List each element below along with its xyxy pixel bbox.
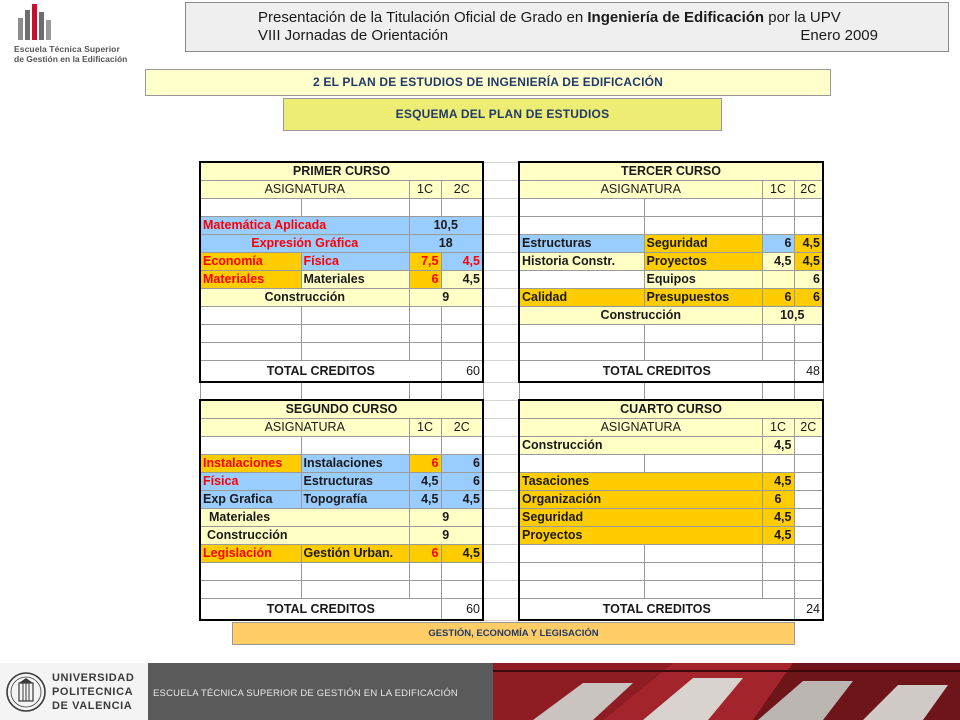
table-row [200, 562, 823, 580]
col-header-2c: 2C [441, 418, 483, 436]
subject-cell: Física [200, 472, 301, 490]
legend-label: GESTIÓN, ECONOMÍA Y LEGISACIÓN [232, 622, 795, 645]
course-title-second: SEGUNDO CURSO [200, 400, 483, 418]
subject-cell: Exp Grafica [200, 490, 301, 508]
scheme-title: ESQUEMA DEL PLAN DE ESTUDIOS [283, 98, 722, 131]
credits-cell: 6 [762, 234, 794, 252]
table-row [200, 216, 823, 234]
subject-cell: Construcción [519, 306, 762, 324]
col-header-subject: ASIGNATURA [519, 418, 762, 436]
subject-cell: Proyectos [519, 526, 762, 544]
credits-cell: 4,5 [762, 472, 794, 490]
table-row [200, 526, 823, 544]
credits-cell: 9 [409, 526, 483, 544]
total-value: 48 [794, 360, 823, 382]
course-title-fourth: CUARTO CURSO [519, 400, 823, 418]
subject-cell: Expresión Gráfica [200, 234, 409, 252]
total-label: TOTAL CREDITOS [519, 598, 794, 620]
table-row [200, 454, 823, 472]
subject-cell: Estructuras [301, 472, 409, 490]
credits-cell: 4,5 [762, 436, 794, 454]
subject-cell: Construcción [200, 526, 409, 544]
logo-line-2: de Gestión en la Edificación [14, 54, 128, 64]
course-title-first: PRIMER CURSO [200, 162, 483, 180]
table-row [200, 234, 823, 252]
credits-cell: 4,5 [441, 544, 483, 562]
table-row [200, 162, 823, 180]
subject-cell: Seguridad [644, 234, 762, 252]
building-photo-image [493, 663, 960, 720]
credits-cell: 10,5 [762, 306, 823, 324]
total-label: TOTAL CREDITOS [519, 360, 794, 382]
upv-line-3: DE VALENCIA [52, 700, 133, 712]
subject-cell: Instalaciones [200, 454, 301, 472]
subject-cell: Instalaciones [301, 454, 409, 472]
header-subtitle: VIII Jornadas de Orientación [258, 27, 449, 44]
total-row [200, 360, 823, 382]
col-header-1c: 1C [409, 418, 441, 436]
table-row [200, 544, 823, 562]
credits-cell: 4,5 [409, 472, 441, 490]
credits-cell: 9 [409, 288, 483, 306]
subject-cell: Materiales [200, 270, 301, 288]
subject-cell: Calidad [519, 288, 644, 306]
table-row [200, 472, 823, 490]
subject-cell: Física [301, 252, 409, 270]
credits-cell: 18 [409, 234, 483, 252]
table-row [200, 418, 823, 436]
table-row [200, 306, 823, 324]
subject-cell: Materiales [301, 270, 409, 288]
study-plan-table [199, 161, 824, 621]
school-name: ESCUELA TÉCNICA SUPERIOR DE GESTIÓN EN LA EDIFICACIÓN [153, 688, 458, 699]
subject-cell: Equipos [644, 270, 762, 288]
credits-cell: 4,5 [441, 490, 483, 508]
credits-cell: 6 [794, 288, 823, 306]
school-band [148, 663, 493, 720]
subject-cell: Tasaciones [519, 472, 762, 490]
table-row [200, 490, 823, 508]
etsge-logo [8, 4, 158, 66]
building-photo [493, 663, 960, 720]
credits-cell: 10,5 [409, 216, 483, 234]
credits-cell: 6 [409, 454, 441, 472]
credits-cell: 4,5 [762, 252, 794, 270]
upv-logo [0, 663, 148, 720]
subject-cell: Gestión Urban. [301, 544, 409, 562]
etsge-logo-icon [16, 4, 56, 42]
subject-cell: Construcción [519, 436, 762, 454]
subject-cell: Presupuestos [644, 288, 762, 306]
credits-cell: 6 [441, 472, 483, 490]
subject-cell: Topografía [301, 490, 409, 508]
credits-cell: 6 [409, 544, 441, 562]
col-header-1c: 1C [409, 180, 441, 198]
subject-cell: Proyectos [644, 252, 762, 270]
table-row [200, 382, 823, 400]
table-row [200, 436, 823, 454]
credits-cell: 6 [409, 270, 441, 288]
header-date: Enero 2009 [800, 27, 878, 44]
table-row [200, 508, 823, 526]
credits-cell: 4,5 [762, 526, 794, 544]
upv-line-2: POLITECNICA [52, 686, 134, 698]
total-value: 60 [441, 360, 483, 382]
table-row [200, 324, 823, 342]
subject-cell: Estructuras [519, 234, 644, 252]
credits-cell: 6 [441, 454, 483, 472]
credits-cell: 4,5 [762, 508, 794, 526]
table-row [200, 400, 823, 418]
credits-cell: 4,5 [441, 252, 483, 270]
table-row [200, 580, 823, 598]
presentation-header [185, 2, 949, 52]
total-value: 60 [441, 598, 483, 620]
header-title: Presentación de la Titulación Oficial de Grado en Ingeniería de Edificación por la UPV [258, 9, 841, 26]
credits-cell: 9 [409, 508, 483, 526]
col-header-2c: 2C [794, 418, 823, 436]
total-value: 24 [794, 598, 823, 620]
subject-cell: Legislación [200, 544, 301, 562]
subject-cell: Matemática Aplicada [200, 216, 409, 234]
footer [0, 663, 960, 720]
course-title-third: TERCER CURSO [519, 162, 823, 180]
total-row [200, 598, 823, 620]
col-header-1c: 1C [762, 418, 794, 436]
subject-cell: Organización [519, 490, 762, 508]
logo-line-1: Escuela Técnica Superior [14, 44, 120, 54]
table-row [200, 198, 823, 216]
credits-cell: 6 [794, 270, 823, 288]
table-row [200, 288, 823, 306]
subject-cell: Economía [200, 252, 301, 270]
credits-cell: 7,5 [409, 252, 441, 270]
col-header-subject: ASIGNATURA [200, 418, 409, 436]
subject-cell: Seguridad [519, 508, 762, 526]
col-header-subject: ASIGNATURA [519, 180, 762, 198]
credits-cell: 4,5 [441, 270, 483, 288]
col-header-subject: ASIGNATURA [200, 180, 409, 198]
total-label: TOTAL CREDITOS [200, 360, 441, 382]
university-seal-icon [6, 671, 46, 713]
section-title: 2 EL PLAN DE ESTUDIOS DE INGENIERÍA DE EDIFICACIÓN [145, 69, 831, 96]
credits-cell: 4,5 [409, 490, 441, 508]
credits-cell: 6 [762, 288, 794, 306]
credits-cell: 6 [762, 490, 794, 508]
table-row [200, 270, 823, 288]
col-header-2c: 2C [441, 180, 483, 198]
subject-cell: Materiales [200, 508, 409, 526]
subject-cell: Construcción [200, 288, 409, 306]
credits-cell: 4,5 [794, 234, 823, 252]
col-header-2c: 2C [794, 180, 823, 198]
table-row [200, 252, 823, 270]
table-row [200, 180, 823, 198]
subject-cell: Historia Constr. [519, 252, 644, 270]
upv-line-1: UNIVERSIDAD [52, 672, 135, 684]
table-row [200, 342, 823, 360]
col-header-1c: 1C [762, 180, 794, 198]
total-label: TOTAL CREDITOS [200, 598, 441, 620]
credits-cell: 4,5 [794, 252, 823, 270]
